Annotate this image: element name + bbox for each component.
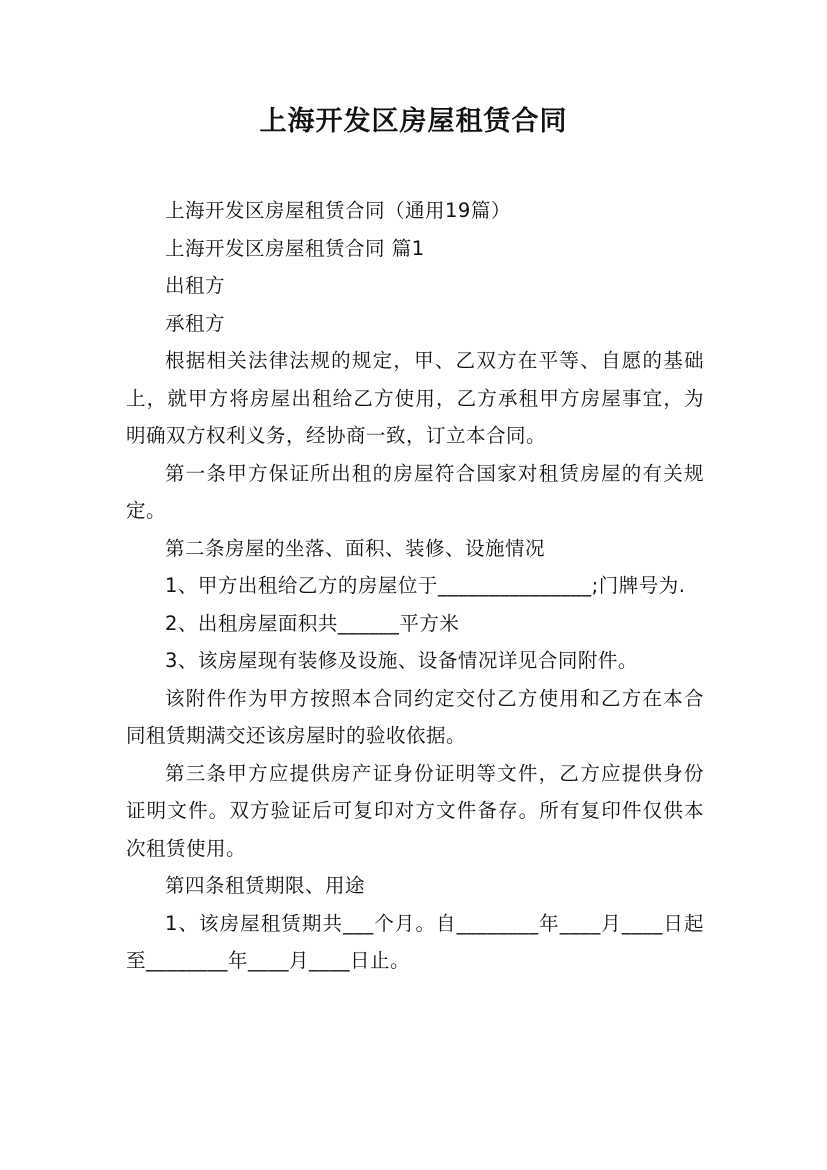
paragraph-article-2: 第二条房屋的坐落、面积、装修、设施情况	[165, 536, 546, 560]
paragraph-article-1: 第一条甲方保证所出租的房屋符合国家对租赁房屋的有关规定。	[126, 461, 704, 522]
document-body	[126, 192, 704, 980]
paragraph-lessee: 承租方	[165, 311, 226, 335]
paragraph-article-3: 第三条甲方应提供房产证身份证明等文件，乙方应提供身份证明文件。双方验证后可复印对方文件备存。所有复印件仅供本次租赁使用。	[126, 761, 704, 860]
paragraph-article-4: 第四条租赁期限、用途	[165, 874, 366, 897]
paragraph-article-2-item-3: 3、该房屋现有装修及设施、设备情况详见合同附件。	[165, 649, 638, 672]
paragraph-subtitle: 上海开发区房屋租赁合同（通用19篇）	[165, 199, 511, 222]
paragraph-attachment-note: 该附件作为甲方按照本合同约定交付乙方使用和乙方在本合同租赁期满交还该房屋时的验收依据。	[126, 686, 704, 747]
paragraph-section-heading: 上海开发区房屋租赁合同 篇1	[165, 236, 425, 260]
paragraph-article-2-item-1: 1、甲方出租给乙方的房屋位于_______________;门牌号为.	[165, 574, 686, 597]
paragraph-lessor: 出租方	[165, 274, 226, 297]
paragraph-preamble: 根据相关法律法规的规定，甲、乙双方在平等、自愿的基础上，就甲方将房屋出租给乙方使用，乙方承租甲方房屋事宜，为明确双方权利义务，经协商一致，订立本合同。	[126, 349, 704, 447]
paragraph-article-2-item-2: 2、出租房屋面积共______平方米	[165, 611, 460, 635]
paragraph-article-4-item-1: 1、该房屋租赁期共___个月。自________年____月____日起至________年____月____日止。	[126, 911, 704, 972]
document-title: 上海开发区房屋租赁合同	[259, 106, 568, 137]
